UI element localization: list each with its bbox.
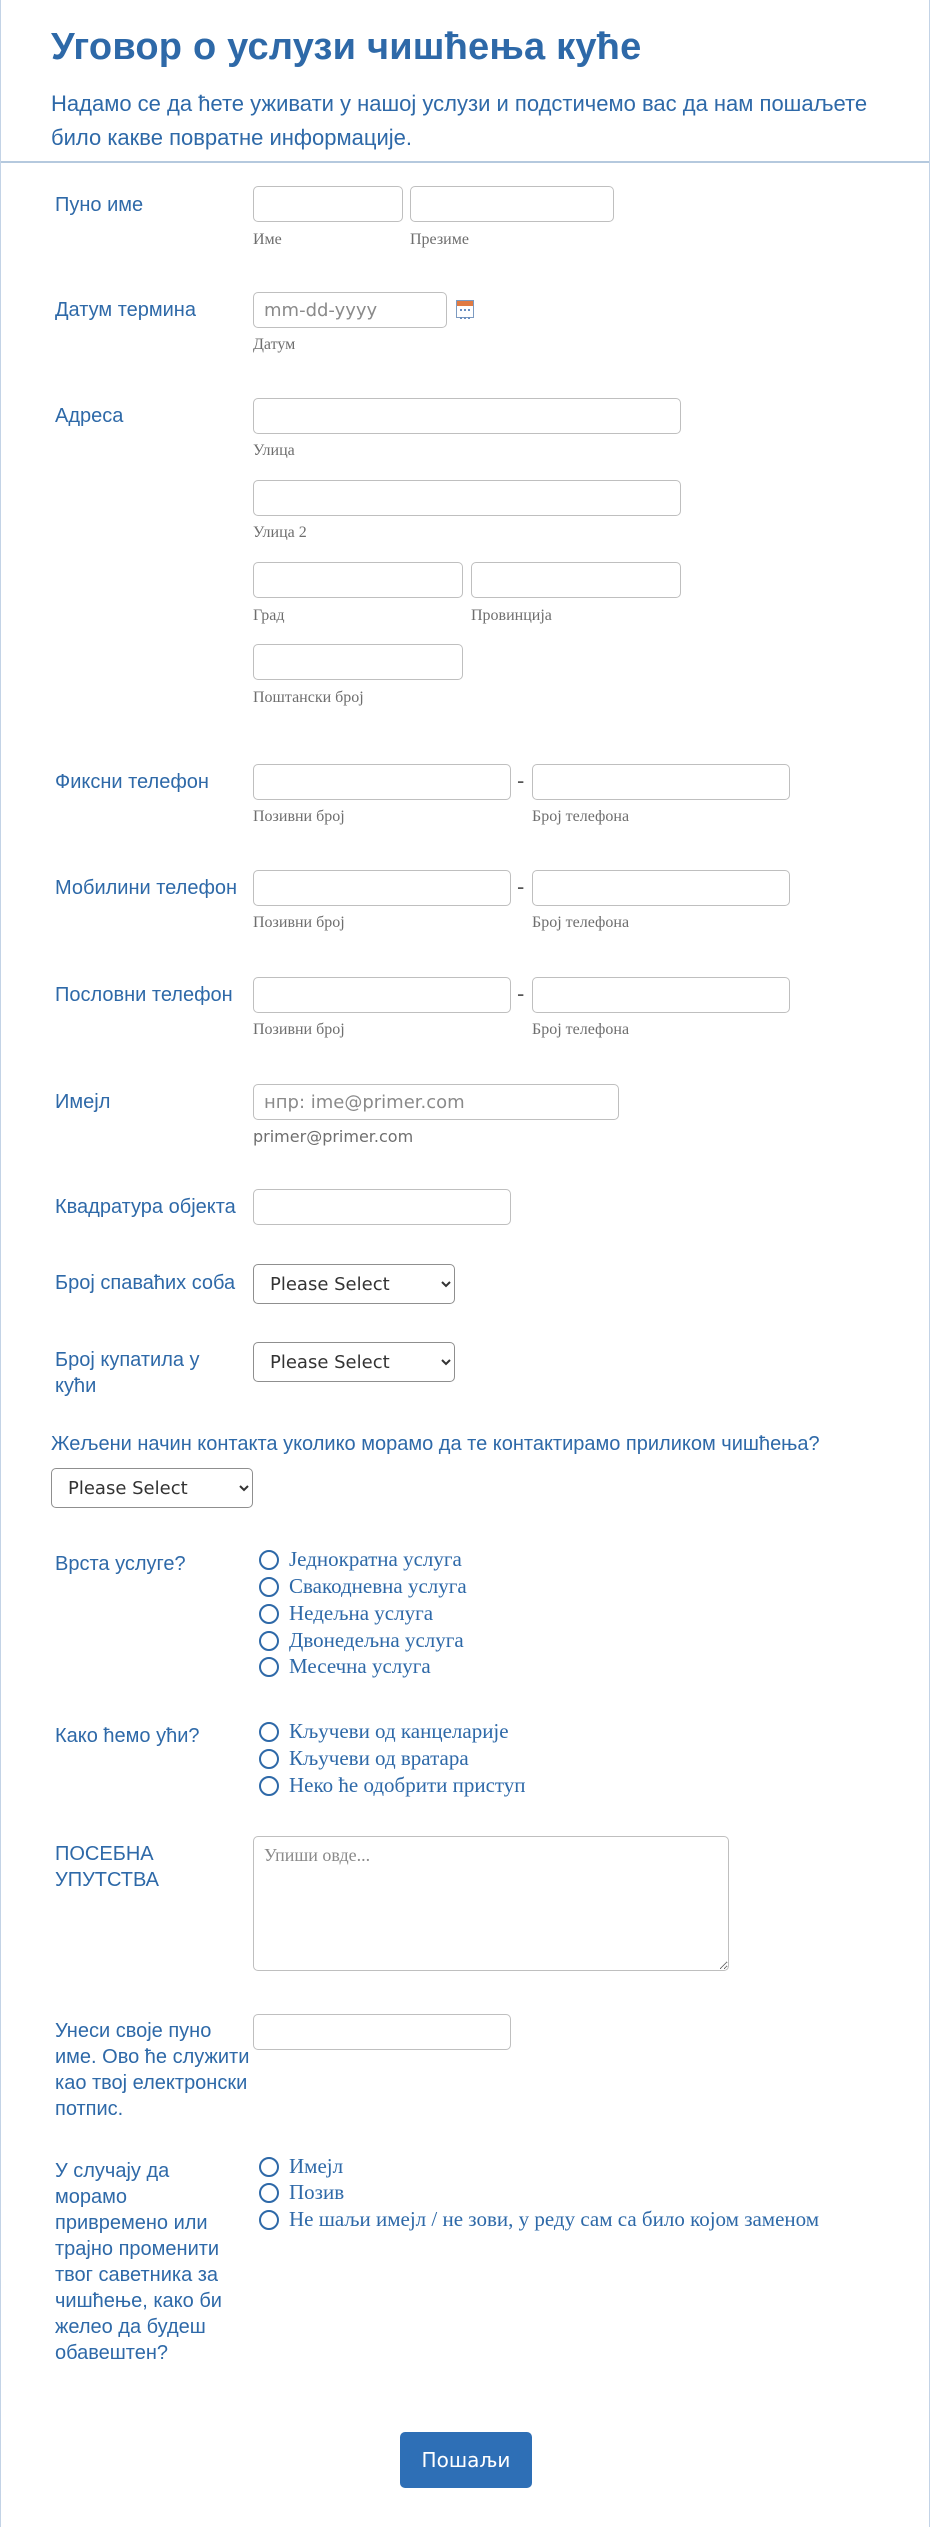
service-type-option-monthly[interactable]: Месечна услуга	[259, 1654, 431, 1679]
radio-circle-icon[interactable]	[259, 1722, 279, 1742]
street2-input[interactable]	[253, 480, 681, 516]
contact-method-select[interactable]	[51, 1468, 253, 1508]
fixed-phone-dash: -	[517, 768, 525, 793]
service-type-option-one-time[interactable]: Једнократна услуга	[259, 1547, 462, 1572]
work-phone-label: Пословни телефон	[55, 984, 233, 1006]
submit-button[interactable]: Пошаљи	[400, 2432, 532, 2488]
mobile-phone-number-sublabel: Број телефона	[532, 914, 630, 931]
work-phone-number-sublabel: Број телефона	[532, 1021, 630, 1038]
work-phone-area-input[interactable]	[253, 977, 511, 1013]
radio-circle-icon[interactable]	[259, 1749, 279, 1769]
entry-option-office-keys[interactable]: Кључеви од канцеларије	[259, 1719, 509, 1744]
full-name-label: Пуно име	[55, 194, 144, 216]
radio-circle-icon[interactable]	[259, 1776, 279, 1796]
service-type-option-weekly[interactable]: Недељна услуга	[259, 1601, 433, 1626]
radio-circle-icon[interactable]	[259, 2210, 279, 2230]
email-label: Имејл	[55, 1091, 111, 1113]
radio-circle-icon[interactable]	[259, 1577, 279, 1597]
radio-circle-icon[interactable]	[259, 2157, 279, 2177]
service-type-label: Врста услуге?	[55, 1553, 186, 1575]
mobile-phone-area-sublabel: Позивни број	[253, 914, 345, 931]
appointment-date-label: Датум термина	[55, 299, 196, 321]
bathrooms-select[interactable]	[253, 1342, 455, 1382]
entry-option-someone-grants[interactable]: Неко ће одобрити приступ	[259, 1773, 526, 1798]
mobile-phone-area-input[interactable]	[253, 870, 511, 906]
service-type-option-biweekly[interactable]: Двонедељна услуга	[259, 1628, 464, 1653]
signature-input[interactable]	[253, 2014, 511, 2050]
street-sublabel: Улица	[253, 442, 295, 459]
radio-circle-icon[interactable]	[259, 1550, 279, 1570]
form-subtitle: Надамо се да ћете уживати у нашој услузи и подстичемо вас да нам пошаљете било какве повратне информације.	[51, 91, 868, 150]
date-sublabel: Датум	[253, 336, 296, 353]
change-advisor-label: У случају да морамо привремено или трајно променити твог саветника за чишћење, како би желео да будеш обавештен?	[55, 2160, 222, 2364]
area-input[interactable]	[253, 1189, 511, 1225]
postal-code-input[interactable]	[253, 644, 463, 680]
form-header	[1, 0, 929, 163]
street2-sublabel: Улица 2	[253, 524, 307, 541]
appointment-date-input[interactable]	[253, 292, 447, 328]
radio-circle-icon[interactable]	[259, 1604, 279, 1624]
service-type-option-daily[interactable]: Свакодневна услуга	[259, 1574, 467, 1599]
address-label: Адреса	[55, 405, 124, 427]
street-input[interactable]	[253, 398, 681, 434]
form-title: Уговор о услузи чишћења куће	[51, 26, 642, 68]
work-phone-number-input[interactable]	[532, 977, 790, 1013]
entry-option-doorman-keys[interactable]: Кључеви од вратара	[259, 1746, 469, 1771]
city-sublabel: Град	[253, 607, 285, 624]
province-input[interactable]	[471, 562, 681, 598]
fixed-phone-number-sublabel: Број телефона	[532, 808, 630, 825]
fixed-phone-area-input[interactable]	[253, 764, 511, 800]
calendar-icon[interactable]	[456, 300, 474, 318]
special-instructions-label: ПОСЕБНА УПУТСТВА	[55, 1843, 160, 1891]
mobile-phone-dash: -	[517, 874, 525, 899]
contact-method-label: Жељени начин контакта уколико морамо да те контактирамо приликом чишћења?	[51, 1433, 820, 1455]
change-advisor-option-call[interactable]: Позив	[259, 2180, 344, 2205]
bedrooms-label: Број спаваћих соба	[55, 1272, 236, 1294]
last-name-sublabel: Презиме	[410, 231, 469, 248]
first-name-input[interactable]	[253, 186, 403, 222]
fixed-phone-number-input[interactable]	[532, 764, 790, 800]
work-phone-dash: -	[517, 981, 525, 1006]
bathrooms-label: Број купатила у кући	[55, 1349, 200, 1397]
radio-circle-icon[interactable]	[259, 1657, 279, 1677]
bedrooms-select[interactable]	[253, 1264, 455, 1304]
radio-circle-icon[interactable]	[259, 2183, 279, 2203]
entry-label: Како ћемо ући?	[55, 1725, 200, 1747]
email-example-sublabel: primer@primer.com	[253, 1127, 414, 1146]
first-name-sublabel: Име	[253, 231, 282, 248]
work-phone-area-sublabel: Позивни број	[253, 1021, 345, 1038]
change-advisor-option-email[interactable]: Имејл	[259, 2154, 343, 2179]
postal-code-sublabel: Поштански број	[253, 689, 364, 706]
mobile-phone-number-input[interactable]	[532, 870, 790, 906]
city-input[interactable]	[253, 562, 463, 598]
province-sublabel: Провинција	[471, 607, 552, 624]
email-input[interactable]	[253, 1084, 619, 1120]
signature-label: Унеси своје пуно име. Ово ће служити као твој електронски потпис.	[55, 2020, 250, 2120]
special-instructions-textarea[interactable]	[253, 1836, 729, 1971]
radio-circle-icon[interactable]	[259, 1631, 279, 1651]
area-label: Квадратура објекта	[55, 1196, 236, 1218]
mobile-phone-label: Мобилини телефон	[55, 877, 238, 899]
change-advisor-option-none[interactable]: Не шаљи имејл / не зови, у реду сам са било којом заменом	[259, 2207, 819, 2232]
last-name-input[interactable]	[410, 186, 614, 222]
fixed-phone-area-sublabel: Позивни број	[253, 808, 345, 825]
fixed-phone-label: Фиксни телефон	[55, 771, 209, 793]
